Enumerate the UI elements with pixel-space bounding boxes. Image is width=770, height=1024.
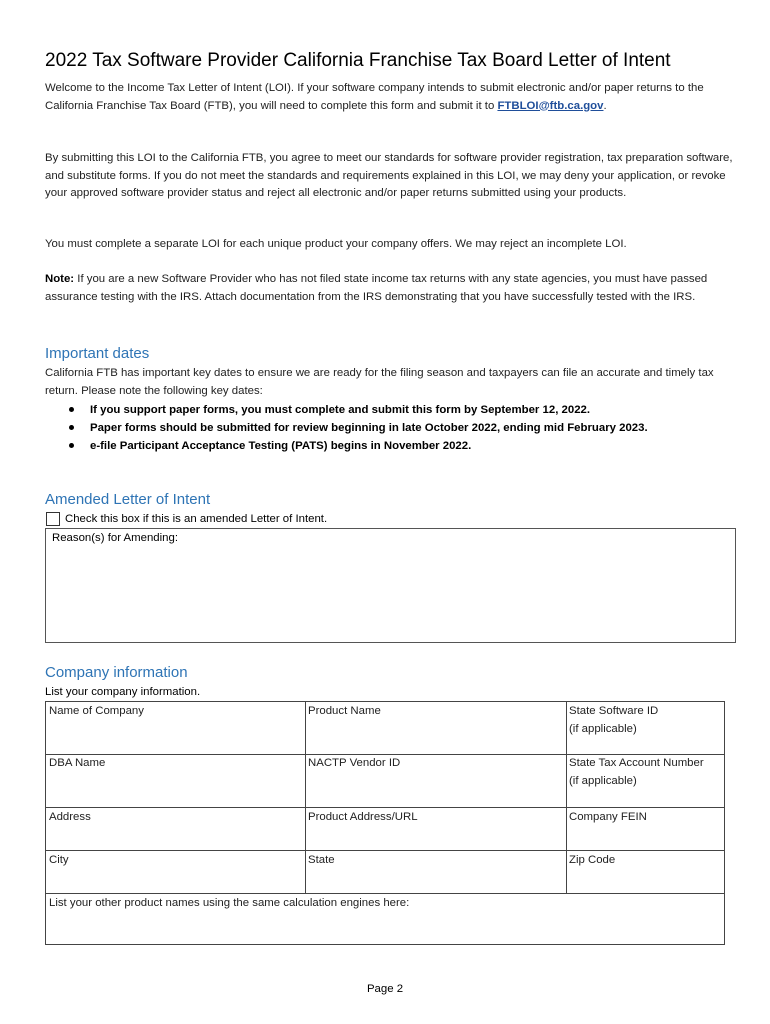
state-field[interactable] [305, 851, 566, 893]
state-software-id-note: (if applicable) [569, 722, 637, 735]
amended-checkbox[interactable] [46, 512, 60, 526]
nactp-vendor-id-field[interactable] [305, 754, 566, 807]
company-fein-field[interactable] [566, 808, 724, 850]
company-fein-label: Company FEIN [569, 811, 647, 823]
state-tax-account-field[interactable] [566, 754, 724, 807]
nactp-vendor-id-label: NACTP Vendor ID [308, 757, 401, 769]
note-paragraph [45, 271, 735, 306]
company-info-instruction: List your company information. [45, 686, 201, 698]
product-address-field[interactable] [305, 808, 566, 850]
company-name-label: Name of Company [49, 705, 144, 717]
agreement-paragraph: By submitting this LOI to the California FTB, you agree to meet our standards for software provider registration, tax preparation software, and substitute forms. If you do not meet the standards and requirements explained in this LOI, we may deny your application, or revoke your approved software provider status and reject all electronic and/or paper returns submitted using your products. [45, 152, 733, 199]
state-software-id-label: State Software ID [569, 705, 659, 717]
amended-heading: Amended Letter of Intent [45, 491, 211, 508]
state-label: State [308, 854, 335, 866]
company-info-table [45, 701, 725, 945]
separate-loi-paragraph: You must complete a separate LOI for each unique product your company offers. We may reject an incomplete LOI. [45, 238, 627, 250]
zip-code-label: Zip Code [569, 854, 616, 866]
amended-checkbox-label: Check this box if this is an amended Letter of Intent. [65, 513, 328, 525]
key-date-item: Paper forms should be submitted for review beginning in late October 2022, ending mid February 2023. [45, 419, 648, 437]
address-field[interactable] [46, 808, 305, 850]
key-dates-list [45, 401, 648, 455]
important-dates-heading: Important dates [45, 345, 150, 362]
state-software-id-field[interactable] [566, 702, 724, 754]
product-address-label: Product Address/URL [308, 811, 418, 823]
dba-name-field[interactable] [46, 754, 305, 807]
ftb-email-link[interactable]: FTBLOI@ftb.ca.gov [497, 99, 604, 112]
other-products-field[interactable] [46, 894, 724, 944]
important-dates-text: California FTB has important key dates to ensure we are ready for the filing season and taxpayers can file an accurate and timely tax return. Please note the following key dates: [45, 367, 714, 397]
dba-name-label: DBA Name [49, 757, 106, 769]
reason-for-amending-label: Reason(s) for Amending: [52, 532, 178, 544]
note-text: If you are a new Software Provider who has not filed state income tax returns with any state agencies, you must have passed assurance testing with the IRS. Attach documentation from the IRS demonstrating that you have successfully tested with the IRS. [45, 273, 708, 303]
company-name-field[interactable] [46, 702, 305, 754]
other-products-label: List your other product names using the same calculation engines here: [49, 897, 410, 909]
page-title: 2022 Tax Software Provider California Franchise Tax Board Letter of Intent [45, 50, 671, 71]
intro-paragraph [45, 80, 735, 115]
product-name-field[interactable] [305, 702, 566, 754]
reason-for-amending-field[interactable] [45, 528, 736, 643]
product-name-label: Product Name [308, 705, 381, 717]
intro-email-suffix: . [603, 99, 607, 112]
intro-text: Welcome to the Income Tax Letter of Intent (LOI). If your software company intends to submit electronic and/or paper returns to the California Franchise Tax Board (FTB), you will need to complete this form and submit it to [45, 82, 704, 112]
key-date-item: e-file Participant Acceptance Testing (PATS) begins in November 2022. [45, 437, 648, 455]
state-tax-account-note: (if applicable) [569, 774, 637, 787]
page-number: Page 2 [366, 983, 404, 995]
state-tax-account-label: State Tax Account Number [569, 757, 704, 769]
address-label: Address [49, 811, 91, 823]
zip-code-field[interactable] [566, 851, 724, 893]
company-info-heading: Company information [45, 664, 188, 681]
city-label: City [49, 854, 69, 866]
city-field[interactable] [46, 851, 305, 893]
note-label: Note: [45, 273, 75, 285]
key-date-item: If you support paper forms, you must complete and submit this form by September 12, 2022. [45, 401, 648, 419]
